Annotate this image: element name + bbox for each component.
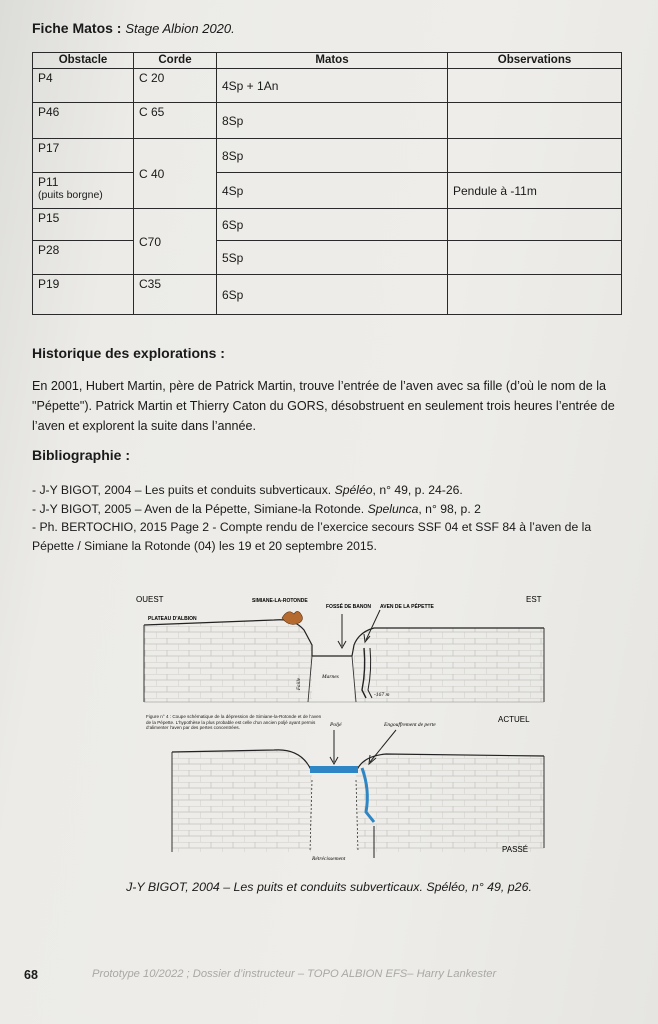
marnes-label: Marnes: [322, 674, 339, 680]
cell-observations: [448, 209, 622, 241]
header-observations: Observations: [448, 53, 622, 69]
cell-observations: Pendule à -11m: [448, 173, 622, 209]
fosse-label: FOSSÉ DE BANON: [326, 604, 372, 610]
cell-corde: C 65: [134, 103, 217, 139]
cell-matos: 8Sp: [217, 103, 448, 139]
title-subtitle: Stage Albion 2020.: [125, 21, 235, 36]
section-actuel: [144, 610, 544, 702]
cell-obstacle: P4: [33, 69, 134, 103]
obstacle-note: (puits borgne): [38, 189, 103, 201]
page-number: 68: [24, 968, 38, 982]
bibliography-entry: - J-Y BIGOT, 2005 – Aven de la Pépette, Simiane-la Rotonde. Spelunca, n° 98, p. 2: [32, 501, 481, 516]
bibliography-entry: - Ph. BERTOCHIO, 2015 Page 2 - Compte rendu de l’exercice secours SSF 04 et SSF 84 à l’aven de la: [32, 520, 592, 534]
cell-observations: [448, 241, 622, 275]
table-row: [33, 139, 622, 173]
cell-observations: [448, 69, 622, 103]
table-row: [33, 241, 622, 275]
cell-obstacle: P17: [33, 139, 134, 173]
cell-obstacle: P15: [33, 209, 134, 241]
cell-matos: 4Sp + 1An: [217, 69, 448, 103]
engouffrement-label: Engouffrement de perte: [384, 722, 436, 728]
cell-obstacle: [33, 173, 134, 209]
cell-observations: [448, 139, 622, 173]
table-row: [33, 209, 622, 241]
cell-matos: 4Sp: [217, 173, 448, 209]
cell-corde: C70: [134, 209, 217, 275]
bibliography-list: [32, 481, 652, 555]
header-obstacle: Obstacle: [33, 53, 134, 69]
matos-table: [32, 52, 622, 315]
figure-caption: J-Y BIGOT, 2004 – Les puits et conduits subverticaux. Spéléo, n° 49, p26.: [126, 880, 532, 894]
cell-corde: C 20: [134, 69, 217, 103]
table-row: [33, 69, 622, 103]
table-row: [33, 103, 622, 139]
faille-label: Faille: [297, 678, 302, 690]
depth-label: -167 m: [374, 692, 390, 698]
header-corde: Corde: [134, 53, 217, 69]
cell-matos: 8Sp: [217, 139, 448, 173]
table-row: [33, 275, 622, 315]
cell-matos: 6Sp: [217, 209, 448, 241]
table-header-row: [33, 53, 622, 69]
bibliographie-title: Bibliographie :: [32, 447, 130, 463]
bibliography-entry: - J-Y BIGOT, 2004 – Les puits et conduits subverticaux. Spéléo, n° 49, p. 24-26.: [32, 483, 463, 497]
cell-corde: C 40: [134, 139, 217, 209]
page-title: [32, 20, 235, 36]
footer-text: Prototype 10/2022 ; Dossier d’instructeur – TOPO ALBION EFS– Harry Lankester: [92, 968, 497, 980]
plateau-label: PLATEAU D'ALBION: [148, 616, 197, 622]
table-row: [33, 173, 622, 209]
historique-title: Historique des explorations :: [32, 345, 225, 361]
actuel-label: ACTUEL: [498, 715, 530, 724]
header-matos: Matos: [217, 53, 448, 69]
cell-matos: 6Sp: [217, 275, 448, 315]
bibliography-entry: Pépette / Simiane la Rotonde (04) les 19 et 20 septembre 2015.: [32, 538, 377, 553]
simiane-label: SIMIANE-LA-ROTONDE: [252, 598, 308, 604]
passe-label: PASSÉ: [502, 845, 529, 854]
ouest-label: OUEST: [136, 595, 164, 604]
polje-label: Poljé: [330, 722, 342, 728]
retrecissement-label: Rétrécissement: [312, 856, 346, 862]
obstacle-label: P11: [38, 175, 59, 189]
cell-observations: [448, 103, 622, 139]
title-main: Fiche Matos :: [32, 20, 122, 36]
cell-obstacle: P19: [33, 275, 134, 315]
cross-section-figure: [134, 590, 546, 865]
cell-observations: [448, 275, 622, 315]
est-label: EST: [526, 595, 542, 604]
water-polje: [310, 766, 358, 773]
cell-matos: 5Sp: [217, 241, 448, 275]
aven-label: AVEN DE LA PÉPETTE: [380, 604, 434, 610]
figure-note: Figure n° 4 : Coupe schématique de la dépression de Simiane-la-Rotonde et de l’aven de la Pépette. L’hypothèse la plus probable est celle d’un ancien poljé ayant permis d’alimenter l’aven par des pertes concentrées.: [146, 714, 322, 731]
historique-text: En 2001, Hubert Martin, père de Patrick Martin, trouve l’entrée de l’aven avec sa fille (d’où le nom de la "Pépette"). Patrick Martin et Thierry Caton du GORS, désobstruent en seulement trois heures l’entrée de l’aven et explorent la suite dans l’année.: [32, 379, 615, 433]
cell-corde: C35: [134, 275, 217, 315]
cell-obstacle: P46: [33, 103, 134, 139]
cell-obstacle: P28: [33, 241, 134, 275]
